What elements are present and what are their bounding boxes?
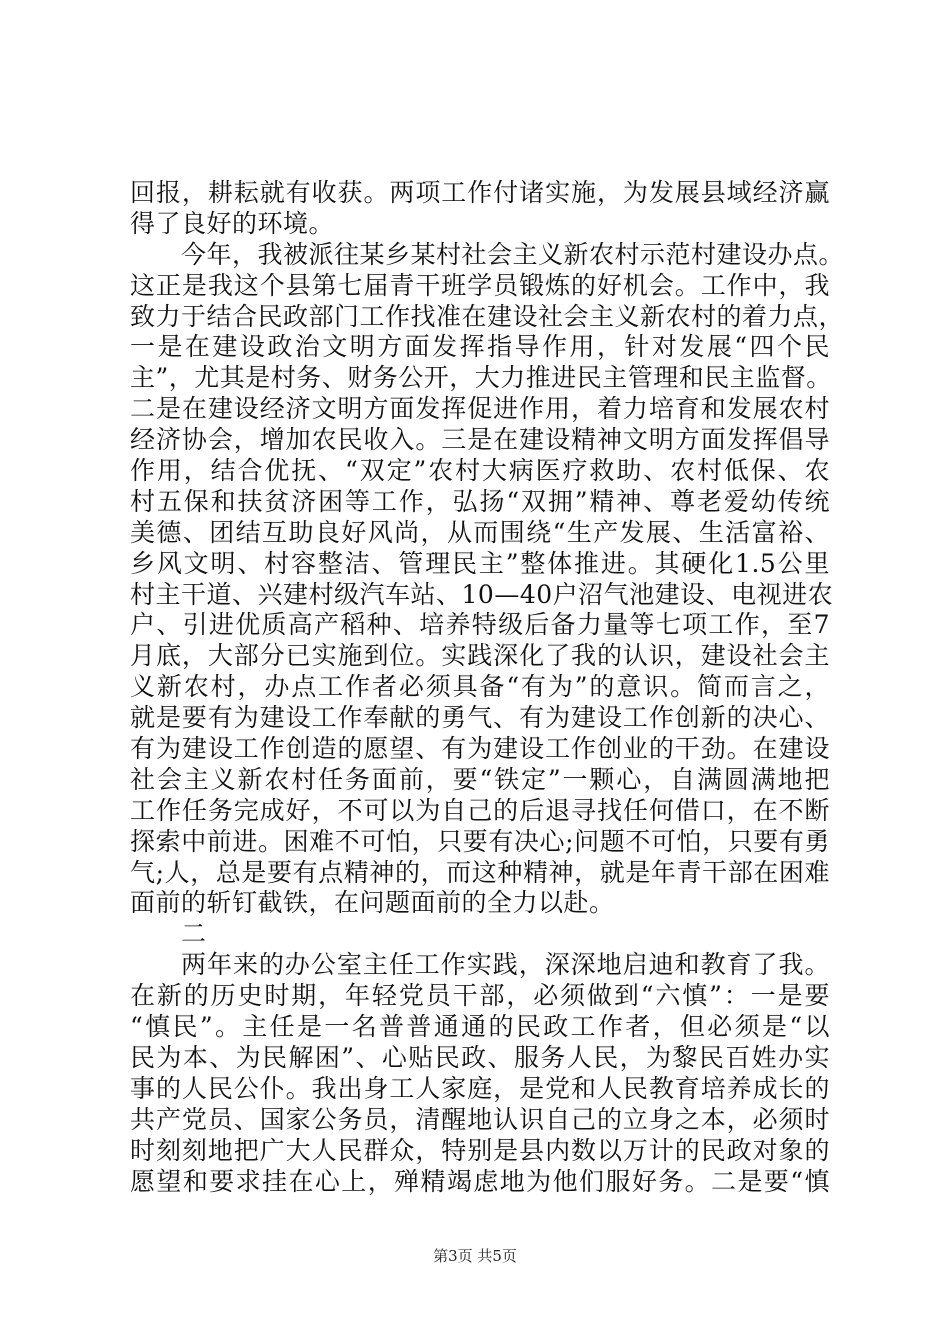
text-line: 主”，尤其是村务、财务公开，大力推进民主管理和民主监督。 xyxy=(130,363,832,393)
text-line: 得了良好的环境。 xyxy=(130,208,335,238)
text-line: 这正是我这个县第七届青干班学员锻炼的好机会。工作中，我 xyxy=(130,270,830,300)
text-line: 村五保和扶贫济困等工作，弘扬“双拥”精神、尊老爱幼传统 xyxy=(130,486,830,516)
text-line: 村主干道、兴建村级汽车站、10—40户沼气池建设、电视进农 xyxy=(130,579,834,609)
text-line: 二 xyxy=(181,919,207,949)
text-line: 民为本、为民解困”、心贴民政、服务人民，为黎民百姓办实 xyxy=(130,1042,830,1072)
text-line: 美德、团结互助良好风尚，从而围绕“生产发展、生活富裕、 xyxy=(130,517,830,547)
text-line: 就是要有为建设工作奉献的勇气、有为建设工作创新的决心、 xyxy=(130,703,830,733)
text-line: 面前的斩钉截铁，在问题面前的全力以赴。 xyxy=(130,888,615,918)
text-line: 工作任务完成好，不可以为自己的后退寻找任何借口，在不断 xyxy=(130,795,830,825)
text-line: 事的人民公仆。我出身工人家庭，是党和人民教育培养成长的 xyxy=(130,1073,830,1103)
text-line: 共产党员、国家公务员，清醒地认识自己的立身之本，必须时 xyxy=(130,1104,830,1134)
text-line: 义新农村，办点工作者必须具备“有为”的意识。简而言之， xyxy=(130,672,830,702)
text-line: 时刻刻地把广大人民群众，特别是县内数以万计的民政对象的 xyxy=(130,1135,830,1165)
text-line: 乡风文明、村容整洁、管理民主”整体推进。其硬化1.5公里 xyxy=(130,548,830,578)
text-line: 回报，耕耘就有收获。两项工作付诸实施，为发展县域经济赢 xyxy=(130,178,830,207)
text-line: 户、引进优质高产稻种、培养特级后备力量等七项工作，至7 xyxy=(130,610,830,640)
text-line: 愿望和要求挂在心上，殚精竭虑地为他们服好务。二是要“慎 xyxy=(130,1166,830,1196)
text-line: 作用，结合优抚、“双定”农村大病医疗救助、农村低保、农 xyxy=(130,456,830,486)
text-line: 在新的历史时期，年轻党员干部，必须做到“六慎”：一是要 xyxy=(130,981,830,1011)
text-line: 月底，大部分已实施到位。实践深化了我的认识，建设社会主 xyxy=(130,641,830,671)
text-line: 二是在建设经济文明方面发挥促进作用，着力培育和发展农村 xyxy=(130,394,830,424)
text-line: 一是在建设政治文明方面发挥指导作用，针对发展“四个民 xyxy=(130,332,830,362)
text-line: 社会主义新农村任务面前，要“铁定”一颗心，自满圆满地把 xyxy=(130,764,830,794)
text-line: 有为建设工作创造的愿望、有为建设工作创业的干劲。在建设 xyxy=(130,734,830,764)
text-line: 致力于结合民政部门工作找准在建设社会主义新农村的着力点， xyxy=(130,301,845,331)
text-line: 两年来的办公室主任工作实践，深深地启迪和教育了我。 xyxy=(181,950,830,980)
text-line: 今年，我被派往某乡某村社会主义新农村示范村建设办点。 xyxy=(181,239,845,269)
text-line: “慎民”。主任是一名普普通通的民政工作者，但必须是“以 xyxy=(130,1012,830,1042)
document-body xyxy=(130,178,845,1197)
text-line: 探索中前进。困难不可怕，只要有决心;问题不可怕，只要有勇 xyxy=(130,826,830,856)
page-footer: 第3页 共5页 xyxy=(433,1247,517,1265)
text-line: 气;人，总是要有点精神的，而这种精神，就是年青干部在困难 xyxy=(130,857,830,887)
text-line: 经济协会，增加农民收入。三是在建设精神文明方面发挥倡导 xyxy=(130,425,830,455)
